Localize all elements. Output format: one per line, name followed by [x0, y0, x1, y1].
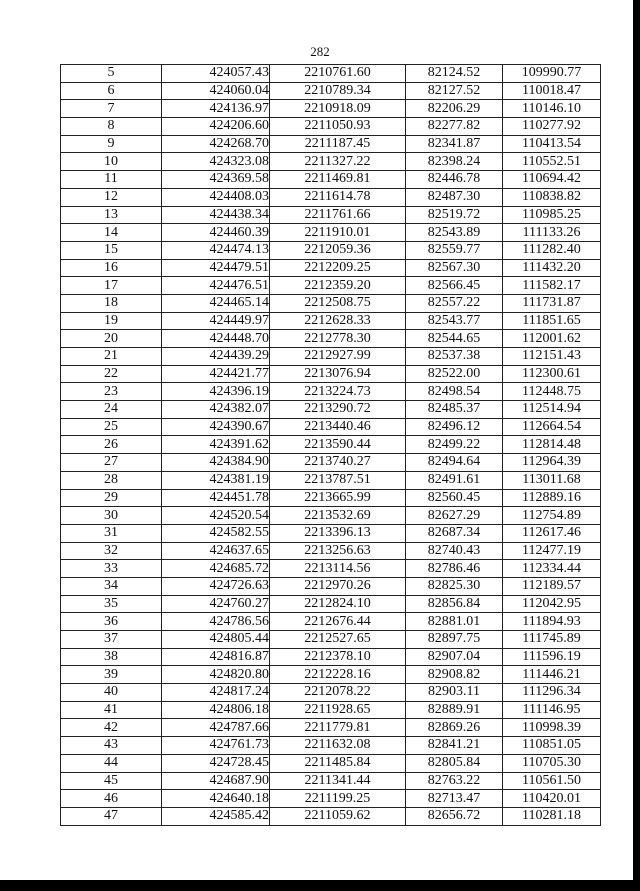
table-row	[61, 471, 601, 489]
coordinate-cell: 424060.04	[162, 82, 270, 100]
coordinate-cell: 82491.61	[406, 471, 503, 489]
coordinate-cell: 82889.91	[406, 701, 503, 719]
coordinate-cell: 2211187.45	[270, 135, 406, 153]
coordinate-cell: 2213665.99	[270, 489, 406, 507]
coordinate-cell: 424384.90	[162, 454, 270, 472]
row-index-cell: 17	[61, 277, 162, 295]
coordinate-cell: 2210789.34	[270, 82, 406, 100]
coordinate-cell: 424640.18	[162, 790, 270, 808]
coordinate-cell: 2212527.65	[270, 631, 406, 649]
coordinate-cell: 110552.51	[503, 153, 601, 171]
coordinate-cell: 2211059.62	[270, 807, 406, 825]
coordinate-cell: 82127.52	[406, 82, 503, 100]
coordinate-cell: 424382.07	[162, 401, 270, 419]
coordinate-cell: 424685.72	[162, 560, 270, 578]
scan-border	[0, 880, 640, 891]
coordinate-cell: 2213396.13	[270, 524, 406, 542]
row-index-cell: 10	[61, 153, 162, 171]
coordinate-cell: 2211779.81	[270, 719, 406, 737]
coordinate-cell: 82499.22	[406, 436, 503, 454]
coordinate-cell: 2211341.44	[270, 772, 406, 790]
coordinate-cell: 424136.97	[162, 100, 270, 118]
coordinate-cell: 110281.18	[503, 807, 601, 825]
row-index-cell: 24	[61, 401, 162, 419]
coordinate-cell: 424582.55	[162, 524, 270, 542]
coordinate-cell: 2211614.78	[270, 188, 406, 206]
coordinate-cell: 112889.16	[503, 489, 601, 507]
coordinate-cell: 82522.00	[406, 365, 503, 383]
coordinate-cell: 110838.82	[503, 188, 601, 206]
coordinate-cell: 112151.43	[503, 348, 601, 366]
coordinate-cell: 424805.44	[162, 631, 270, 649]
row-index-cell: 36	[61, 613, 162, 631]
coordinate-cell: 110413.54	[503, 135, 601, 153]
coordinate-cell: 2212359.20	[270, 277, 406, 295]
row-index-cell: 12	[61, 188, 162, 206]
table-row	[61, 613, 601, 631]
table-row	[61, 383, 601, 401]
coordinate-cell: 82786.46	[406, 560, 503, 578]
table-row	[61, 542, 601, 560]
row-index-cell: 25	[61, 418, 162, 436]
row-index-cell: 21	[61, 348, 162, 366]
table-row	[61, 224, 601, 242]
coordinate-cell: 112448.75	[503, 383, 601, 401]
coordinate-cell: 110018.47	[503, 82, 601, 100]
table-row	[61, 401, 601, 419]
coordinate-cell: 82544.65	[406, 330, 503, 348]
coordinate-cell: 111146.95	[503, 701, 601, 719]
coordinate-cell: 112664.54	[503, 418, 601, 436]
coordinate-cell: 110561.50	[503, 772, 601, 790]
row-index-cell: 40	[61, 684, 162, 702]
coordinate-cell: 2211050.93	[270, 118, 406, 136]
coordinate-cell: 82496.12	[406, 418, 503, 436]
row-index-cell: 5	[61, 65, 162, 83]
coordinate-cell: 111596.19	[503, 648, 601, 666]
row-index-cell: 23	[61, 383, 162, 401]
coordinate-cell: 424206.60	[162, 118, 270, 136]
row-index-cell: 45	[61, 772, 162, 790]
coordinate-cell: 82485.37	[406, 401, 503, 419]
coordinate-cell: 82341.87	[406, 135, 503, 153]
coordinate-cell: 82487.30	[406, 188, 503, 206]
row-index-cell: 14	[61, 224, 162, 242]
coordinate-cell: 82656.72	[406, 807, 503, 825]
coordinate-cell: 424476.51	[162, 277, 270, 295]
table-row	[61, 489, 601, 507]
table-row	[61, 719, 601, 737]
coordinate-cell: 82825.30	[406, 577, 503, 595]
coordinate-cell: 2212676.44	[270, 613, 406, 631]
table-row	[61, 418, 601, 436]
coordinate-cell: 2212378.10	[270, 648, 406, 666]
coordinate-cell: 112001.62	[503, 330, 601, 348]
row-index-cell: 39	[61, 666, 162, 684]
coordinate-cell: 424369.58	[162, 171, 270, 189]
coordinate-cell: 112334.44	[503, 560, 601, 578]
coordinate-table-body	[61, 65, 601, 826]
coordinate-cell: 82398.24	[406, 153, 503, 171]
row-index-cell: 26	[61, 436, 162, 454]
coordinate-cell: 82446.78	[406, 171, 503, 189]
table-row	[61, 807, 601, 825]
row-index-cell: 18	[61, 294, 162, 312]
coordinate-cell: 2213224.73	[270, 383, 406, 401]
row-index-cell: 41	[61, 701, 162, 719]
coordinate-cell: 2211761.66	[270, 206, 406, 224]
coordinate-cell: 110420.01	[503, 790, 601, 808]
row-index-cell: 20	[61, 330, 162, 348]
coordinate-cell: 82805.84	[406, 754, 503, 772]
coordinate-cell: 2213590.44	[270, 436, 406, 454]
table-row	[61, 294, 601, 312]
table-row	[61, 648, 601, 666]
page-number: 282	[310, 44, 330, 59]
coordinate-cell: 111745.89	[503, 631, 601, 649]
coordinate-cell: 2211485.84	[270, 754, 406, 772]
coordinate-cell: 424585.42	[162, 807, 270, 825]
coordinate-cell: 110146.10	[503, 100, 601, 118]
coordinate-cell: 2212059.36	[270, 241, 406, 259]
coordinate-cell: 111851.65	[503, 312, 601, 330]
coordinate-cell: 2211327.22	[270, 153, 406, 171]
coordinate-cell: 109990.77	[503, 65, 601, 83]
coordinate-cell: 424520.54	[162, 507, 270, 525]
coordinate-cell: 111894.93	[503, 613, 601, 631]
coordinate-cell: 424057.43	[162, 65, 270, 83]
table-row	[61, 701, 601, 719]
coordinate-cell: 424460.39	[162, 224, 270, 242]
table-row	[61, 507, 601, 525]
coordinate-cell: 2213740.27	[270, 454, 406, 472]
coordinate-cell: 424323.08	[162, 153, 270, 171]
coordinate-cell: 2211199.25	[270, 790, 406, 808]
coordinate-cell: 82124.52	[406, 65, 503, 83]
row-index-cell: 34	[61, 577, 162, 595]
coordinate-cell: 111731.87	[503, 294, 601, 312]
row-index-cell: 47	[61, 807, 162, 825]
coordinate-cell: 424728.45	[162, 754, 270, 772]
row-index-cell: 22	[61, 365, 162, 383]
table-row	[61, 330, 601, 348]
table-row	[61, 277, 601, 295]
table-row	[61, 436, 601, 454]
coordinate-cell: 424479.51	[162, 259, 270, 277]
row-index-cell: 37	[61, 631, 162, 649]
coordinate-cell: 424474.13	[162, 241, 270, 259]
coordinate-cell: 2213532.69	[270, 507, 406, 525]
coordinate-cell: 424408.03	[162, 188, 270, 206]
coordinate-cell: 2211632.08	[270, 737, 406, 755]
coordinate-cell: 82897.75	[406, 631, 503, 649]
table-row	[61, 241, 601, 259]
coordinate-cell: 82627.29	[406, 507, 503, 525]
coordinate-cell: 424465.14	[162, 294, 270, 312]
coordinate-cell: 113011.68	[503, 471, 601, 489]
coordinate-cell: 112042.95	[503, 595, 601, 613]
row-index-cell: 33	[61, 560, 162, 578]
coordinate-cell: 424816.87	[162, 648, 270, 666]
table-row	[61, 188, 601, 206]
row-index-cell: 8	[61, 118, 162, 136]
coordinate-cell: 82557.22	[406, 294, 503, 312]
row-index-cell: 6	[61, 82, 162, 100]
coordinate-cell: 2212228.16	[270, 666, 406, 684]
coordinate-cell: 112754.89	[503, 507, 601, 525]
table-row	[61, 118, 601, 136]
coordinate-cell: 111582.17	[503, 277, 601, 295]
table-row	[61, 206, 601, 224]
table-row	[61, 684, 601, 702]
table-row	[61, 348, 601, 366]
row-index-cell: 27	[61, 454, 162, 472]
coordinate-cell: 424760.27	[162, 595, 270, 613]
coordinate-cell: 2212970.26	[270, 577, 406, 595]
coordinate-cell: 82869.26	[406, 719, 503, 737]
coordinate-cell: 110694.42	[503, 171, 601, 189]
row-index-cell: 32	[61, 542, 162, 560]
coordinate-cell: 110985.25	[503, 206, 601, 224]
coordinate-cell: 424687.90	[162, 772, 270, 790]
coordinate-cell: 82903.11	[406, 684, 503, 702]
coordinate-cell: 2212628.33	[270, 312, 406, 330]
coordinate-cell: 2213114.56	[270, 560, 406, 578]
table-row	[61, 100, 601, 118]
table-row	[61, 577, 601, 595]
row-index-cell: 16	[61, 259, 162, 277]
table-row	[61, 631, 601, 649]
coordinate-cell: 2212078.22	[270, 684, 406, 702]
coordinate-cell: 82881.01	[406, 613, 503, 631]
row-index-cell: 9	[61, 135, 162, 153]
coordinate-cell: 2211469.81	[270, 171, 406, 189]
row-index-cell: 13	[61, 206, 162, 224]
coordinate-cell: 82841.21	[406, 737, 503, 755]
coordinate-cell: 82907.04	[406, 648, 503, 666]
coordinate-cell: 82519.72	[406, 206, 503, 224]
coordinate-cell: 2211928.65	[270, 701, 406, 719]
table-row	[61, 365, 601, 383]
coordinate-cell: 110705.30	[503, 754, 601, 772]
row-index-cell: 7	[61, 100, 162, 118]
row-index-cell: 38	[61, 648, 162, 666]
coordinate-cell: 82543.89	[406, 224, 503, 242]
coordinate-cell: 424268.70	[162, 135, 270, 153]
coordinate-cell: 424726.63	[162, 577, 270, 595]
coordinate-cell: 2213290.72	[270, 401, 406, 419]
coordinate-cell: 110851.05	[503, 737, 601, 755]
coordinate-cell: 2212778.30	[270, 330, 406, 348]
table-row	[61, 153, 601, 171]
coordinate-cell: 424786.56	[162, 613, 270, 631]
row-index-cell: 15	[61, 241, 162, 259]
coordinate-cell: 424391.62	[162, 436, 270, 454]
coordinate-cell: 110277.92	[503, 118, 601, 136]
row-index-cell: 28	[61, 471, 162, 489]
coordinate-cell: 82543.77	[406, 312, 503, 330]
row-index-cell: 11	[61, 171, 162, 189]
coordinate-cell: 111296.34	[503, 684, 601, 702]
table-row	[61, 560, 601, 578]
row-index-cell: 19	[61, 312, 162, 330]
row-index-cell: 46	[61, 790, 162, 808]
coordinate-cell: 424396.19	[162, 383, 270, 401]
coordinate-cell: 424381.19	[162, 471, 270, 489]
row-index-cell: 42	[61, 719, 162, 737]
coordinate-cell: 112617.46	[503, 524, 601, 542]
coordinate-cell: 2212824.10	[270, 595, 406, 613]
table-row	[61, 790, 601, 808]
coordinate-cell: 424438.34	[162, 206, 270, 224]
coordinate-cell: 2210918.09	[270, 100, 406, 118]
coordinate-cell: 111446.21	[503, 666, 601, 684]
coordinate-cell: 424806.18	[162, 701, 270, 719]
coordinate-cell: 82559.77	[406, 241, 503, 259]
coordinate-cell: 424390.67	[162, 418, 270, 436]
row-index-cell: 31	[61, 524, 162, 542]
coordinate-cell: 2213787.51	[270, 471, 406, 489]
coordinate-cell: 424637.65	[162, 542, 270, 560]
table-row	[61, 595, 601, 613]
coordinate-cell: 112300.61	[503, 365, 601, 383]
coordinate-cell: 2213256.63	[270, 542, 406, 560]
table-row	[61, 737, 601, 755]
table-row	[61, 666, 601, 684]
coordinate-cell: 82856.84	[406, 595, 503, 613]
coordinate-cell: 82206.29	[406, 100, 503, 118]
coordinate-cell: 112964.39	[503, 454, 601, 472]
row-index-cell: 35	[61, 595, 162, 613]
coordinate-cell: 82537.38	[406, 348, 503, 366]
coordinate-cell: 82713.47	[406, 790, 503, 808]
coordinate-cell: 2211910.01	[270, 224, 406, 242]
table-row	[61, 171, 601, 189]
coordinate-cell: 424820.80	[162, 666, 270, 684]
coordinate-cell: 82498.54	[406, 383, 503, 401]
coordinate-cell: 82763.22	[406, 772, 503, 790]
row-index-cell: 30	[61, 507, 162, 525]
table-row	[61, 454, 601, 472]
coordinate-cell: 111432.20	[503, 259, 601, 277]
coordinate-cell: 82740.43	[406, 542, 503, 560]
coordinate-cell: 2212927.99	[270, 348, 406, 366]
coordinate-cell: 82908.82	[406, 666, 503, 684]
coordinate-cell: 82566.45	[406, 277, 503, 295]
coordinate-cell: 112189.57	[503, 577, 601, 595]
row-index-cell: 44	[61, 754, 162, 772]
coordinate-cell: 2212209.25	[270, 259, 406, 277]
coordinate-cell: 82687.34	[406, 524, 503, 542]
coordinate-cell: 424448.70	[162, 330, 270, 348]
coordinate-cell: 2210761.60	[270, 65, 406, 83]
table-row	[61, 754, 601, 772]
table-row	[61, 772, 601, 790]
coordinate-cell: 2213076.94	[270, 365, 406, 383]
coordinate-cell: 82277.82	[406, 118, 503, 136]
coordinate-cell: 424449.97	[162, 312, 270, 330]
row-index-cell: 29	[61, 489, 162, 507]
coordinate-cell: 424439.29	[162, 348, 270, 366]
coordinate-cell: 112514.94	[503, 401, 601, 419]
coordinate-cell: 82494.64	[406, 454, 503, 472]
table-row	[61, 524, 601, 542]
coordinate-cell: 2213440.46	[270, 418, 406, 436]
coordinate-cell: 424817.24	[162, 684, 270, 702]
coordinate-cell: 424761.73	[162, 737, 270, 755]
table-row	[61, 259, 601, 277]
coordinate-cell: 111282.40	[503, 241, 601, 259]
coordinate-cell: 112814.48	[503, 436, 601, 454]
table-row	[61, 82, 601, 100]
row-index-cell: 43	[61, 737, 162, 755]
coordinate-cell: 82567.30	[406, 259, 503, 277]
table-row	[61, 65, 601, 83]
coordinate-cell: 424421.77	[162, 365, 270, 383]
coordinate-cell: 82560.45	[406, 489, 503, 507]
coordinate-cell: 110998.39	[503, 719, 601, 737]
coordinate-cell: 2212508.75	[270, 294, 406, 312]
coordinate-table	[60, 64, 601, 826]
table-row	[61, 135, 601, 153]
coordinate-cell: 424451.78	[162, 489, 270, 507]
coordinate-cell: 111133.26	[503, 224, 601, 242]
coordinate-cell: 424787.66	[162, 719, 270, 737]
table-row	[61, 312, 601, 330]
coordinate-cell: 112477.19	[503, 542, 601, 560]
